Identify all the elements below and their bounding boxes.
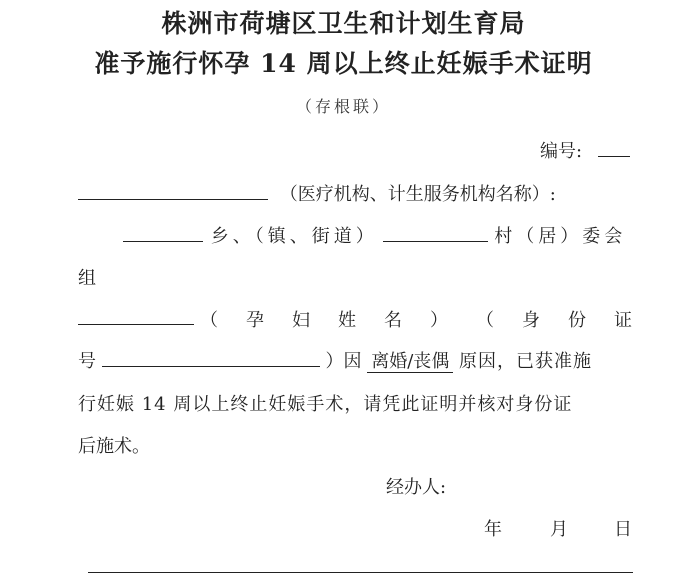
township-blank[interactable] <box>123 223 203 242</box>
reason-suffix: 原因，已获准施 <box>459 351 593 372</box>
date-year: 年 <box>484 519 502 540</box>
token: 孕 <box>246 310 264 331</box>
reason-prefix: ）因 <box>325 351 362 372</box>
reason-value: 离婚/丧偶 <box>367 351 453 373</box>
org-row <box>78 180 556 206</box>
id-reason-row <box>78 347 592 373</box>
org-hint: （医疗机构、计生服务机构名称）: <box>279 184 556 205</box>
bottom-divider <box>88 572 633 573</box>
token: 证 <box>614 310 632 331</box>
village-blank[interactable] <box>383 223 488 242</box>
date-month: 月 <box>550 519 568 540</box>
token: 姓 <box>338 310 356 331</box>
org-name-blank[interactable] <box>78 181 268 200</box>
address-row <box>123 222 626 248</box>
group-label: 组 <box>78 268 96 289</box>
body-line-8: 后施术。 <box>78 436 150 457</box>
title-line-2: 准予施行怀孕 14 周以上终止妊娠手术证明 <box>94 49 593 78</box>
id-number-blank[interactable] <box>102 348 320 367</box>
date-day: 日 <box>614 519 632 540</box>
token: ） <box>430 310 448 331</box>
title-line-1: 株洲市荷塘区卫生和计划生育局 <box>161 9 526 38</box>
token: 份 <box>568 310 586 331</box>
serial-blank[interactable] <box>598 138 630 157</box>
body-line-7: 行妊娠 14 周以上终止妊娠手术，请凭此证明并核对身份证 <box>78 394 573 415</box>
token: （ <box>200 310 218 331</box>
pregnant-name-blank[interactable] <box>78 306 194 325</box>
token: 妇 <box>292 310 310 331</box>
token: 名 <box>384 310 402 331</box>
village-label: 村（居）委会 <box>494 226 627 247</box>
token: （ <box>476 310 494 331</box>
token: 身 <box>522 310 540 331</box>
serial-number-row <box>540 137 630 163</box>
handler-label: 经办人: <box>386 477 447 498</box>
name-blank-wrap <box>78 306 194 330</box>
subtitle: （存根联） <box>295 97 391 116</box>
serial-label: 编号: <box>540 141 583 162</box>
id-prefix: 号 <box>78 351 96 372</box>
name-id-labels <box>200 306 632 332</box>
township-label: 乡、（镇、街道） <box>210 226 378 247</box>
